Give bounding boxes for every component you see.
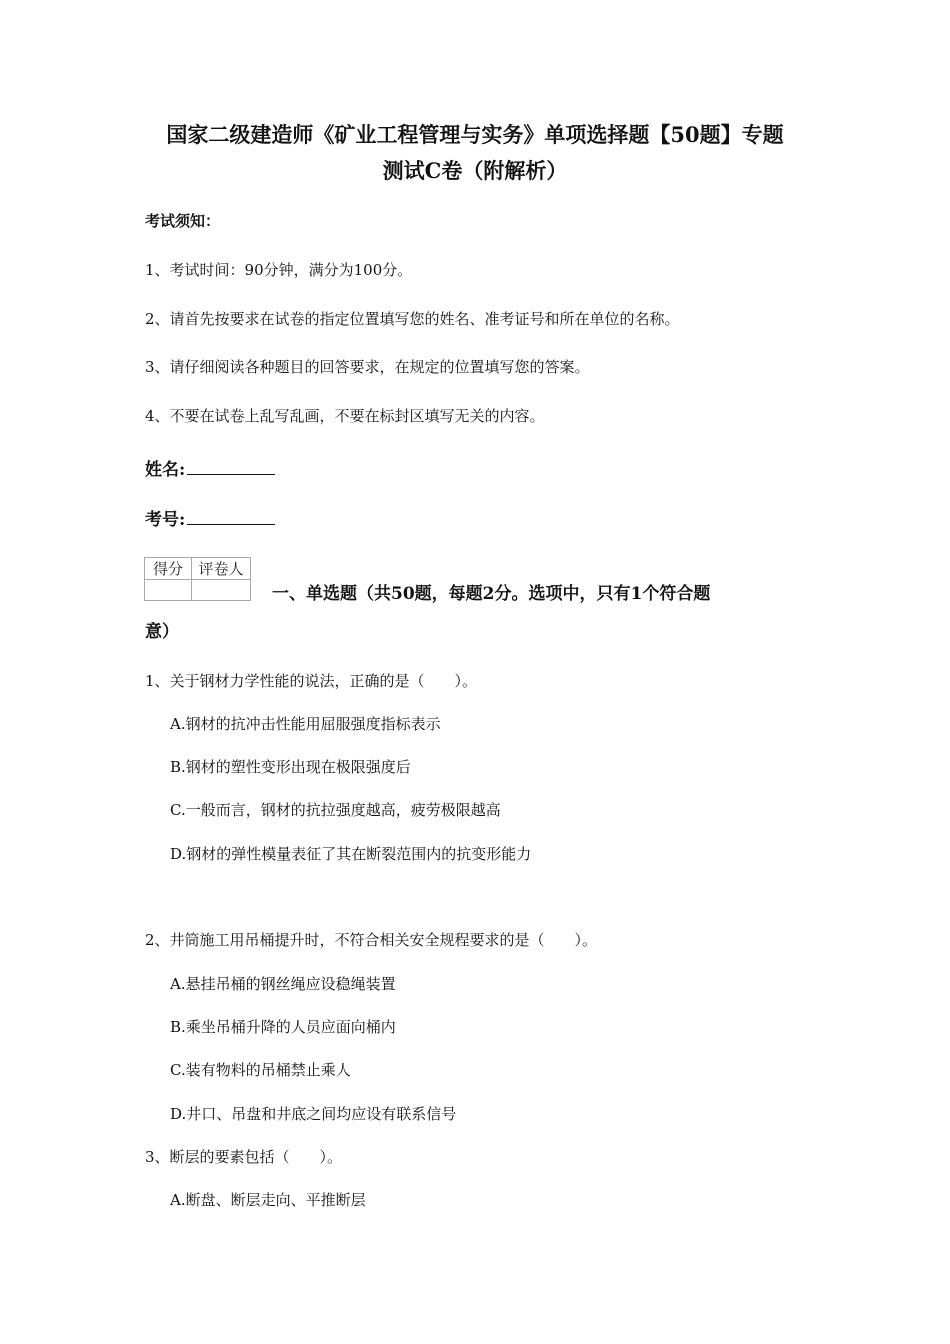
grader-header: 评卷人 — [192, 558, 251, 580]
score-header: 得分 — [145, 558, 192, 580]
question-option: A.钢材的抗冲击性能用屈服强度指标表示 — [170, 715, 441, 733]
notice-item: 2、请首先按要求在试卷的指定位置填写您的姓名、准考证号和所在单位的名称。 — [145, 310, 680, 328]
section-title: 一、单选题（共50题，每题2分。选项中，只有1个符合题 — [272, 584, 711, 604]
question-option: D.井口、吊盘和井底之间均应设有联系信号 — [170, 1105, 457, 1123]
name-field — [145, 456, 275, 482]
question-option: A.断盘、断层走向、平推断层 — [170, 1191, 366, 1209]
question-stem: 3、断层的要素包括（ ）。 — [145, 1148, 343, 1166]
document-title-line2: 测试C卷（附解析） — [382, 158, 568, 183]
exam-id-blank-line[interactable] — [187, 506, 275, 525]
name-label: 姓名: — [145, 460, 186, 480]
section-title-continued: 意） — [145, 622, 179, 642]
question-option: C.装有物料的吊桶禁止乘人 — [170, 1061, 351, 1079]
exam-id-field — [145, 506, 275, 532]
grader-cell — [192, 580, 251, 601]
document-title-line1: 国家二级建造师《矿业工程管理与实务》单项选择题【50题】专题 — [166, 122, 784, 147]
question-option: C.一般而言，钢材的抗拉强度越高，疲劳极限越高 — [170, 801, 501, 819]
question-option: B.乘坐吊桶升降的人员应面向桶内 — [170, 1018, 396, 1036]
question-stem: 1、关于钢材力学性能的说法，正确的是（ ）。 — [145, 672, 478, 690]
question-option: B.钢材的塑性变形出现在极限强度后 — [170, 758, 411, 776]
question-option: D.钢材的弹性模量表征了其在断裂范围内的抗变形能力 — [170, 845, 532, 863]
question-stem: 2、井筒施工用吊桶提升时，不符合相关安全规程要求的是（ ）。 — [145, 931, 598, 949]
name-blank-line[interactable] — [187, 456, 275, 475]
score-cell — [145, 580, 192, 601]
exam-id-label: 考号: — [145, 510, 186, 530]
notice-heading: 考试须知： — [145, 212, 221, 230]
question-option: A.悬挂吊桶的钢丝绳应设稳绳装置 — [170, 975, 396, 993]
notice-item: 3、请仔细阅读各种题目的回答要求，在规定的位置填写您的答案。 — [145, 358, 590, 376]
notice-item: 1、考试时间：90分钟，满分为100分。 — [145, 261, 413, 279]
notice-item: 4、不要在试卷上乱写乱画，不要在标封区填写无关的内容。 — [145, 407, 545, 425]
score-table — [144, 557, 251, 601]
